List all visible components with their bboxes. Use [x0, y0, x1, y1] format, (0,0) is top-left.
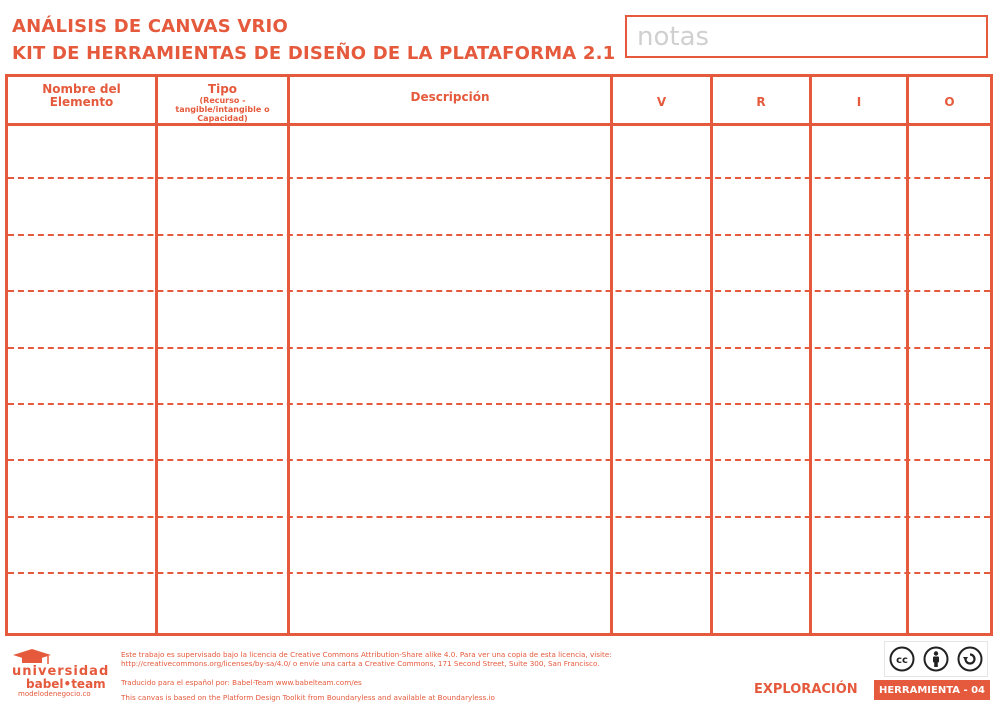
- header-tipo-label: Tipo: [207, 82, 238, 96]
- logo-line2: babel•team: [26, 677, 106, 691]
- tool-badge: HERRAMIENTA - 04: [874, 680, 990, 700]
- section-label: EXPLORACIÓN: [754, 682, 858, 697]
- license-line1: Este trabajo es supervisado bajo la licencia de Creative Commons Attribution-Share alike 4.0. Para ver una copia de esta licencia, visite:: [121, 650, 612, 659]
- babel-team-logo: [8, 646, 110, 702]
- cc-license-badge: [884, 641, 988, 677]
- header-r: [713, 77, 809, 123]
- column-divider: [710, 77, 713, 633]
- license-line2: http://creativecommons.org/licenses/by-sa/4.0/ o envíe una carta a Creative Commons, 171 Second Street, Suite 300, San Francisco.: [121, 659, 600, 668]
- page-subtitle: KIT DE HERRAMIENTAS DE DISEÑO DE LA PLATAFORMA 2.1: [12, 43, 616, 64]
- column-divider: [155, 77, 158, 633]
- header-r-label: R: [756, 94, 766, 109]
- header-o: [909, 77, 990, 123]
- column-divider: [809, 77, 812, 633]
- header-i-label: I: [856, 94, 862, 109]
- header-tipo: [158, 77, 287, 123]
- header-o-label: O: [944, 94, 955, 109]
- header-i: [812, 77, 906, 123]
- column-divider: [287, 77, 290, 633]
- header-v: [613, 77, 710, 123]
- row-separator: [8, 347, 990, 349]
- header-v-label: V: [656, 94, 667, 109]
- row-separator: [8, 177, 990, 179]
- row-separator: [8, 459, 990, 461]
- row-separator: [8, 290, 990, 292]
- page-title: ANÁLISIS DE CANVAS VRIO: [12, 16, 288, 37]
- notes-input[interactable]: [627, 17, 986, 56]
- header-nombre: [8, 77, 155, 123]
- translation-credit: Traducido para el español por: Babel-Team www.babelteam.com/es: [121, 678, 362, 687]
- logo-line3: modelodenegocio.co: [18, 690, 91, 698]
- based-on-credit: This canvas is based on the Platform Design Toolkit from Boundaryless and available at Boundaryless.io: [121, 693, 495, 702]
- notes-box[interactable]: [625, 15, 988, 58]
- row-separator: [8, 403, 990, 405]
- vrio-table: [5, 74, 993, 636]
- svg-text:cc: cc: [896, 655, 908, 666]
- header-descripcion-label: Descripción: [410, 90, 490, 104]
- cc-icon: [889, 646, 915, 672]
- column-divider: [906, 77, 909, 633]
- header-tipo-sub: (Recurso - tangible/intangible o Capacidad): [175, 96, 270, 123]
- logo-line1: universidad: [12, 664, 110, 679]
- row-separator: [8, 234, 990, 236]
- row-separator: [8, 572, 990, 574]
- column-divider: [610, 77, 613, 633]
- share-alike-icon: [957, 646, 983, 672]
- header-nombre-label: Nombre del Elemento: [42, 82, 121, 109]
- row-separator: [8, 516, 990, 518]
- header-rule: [8, 123, 990, 126]
- attribution-icon: [923, 646, 949, 672]
- header-descripcion: [290, 77, 610, 123]
